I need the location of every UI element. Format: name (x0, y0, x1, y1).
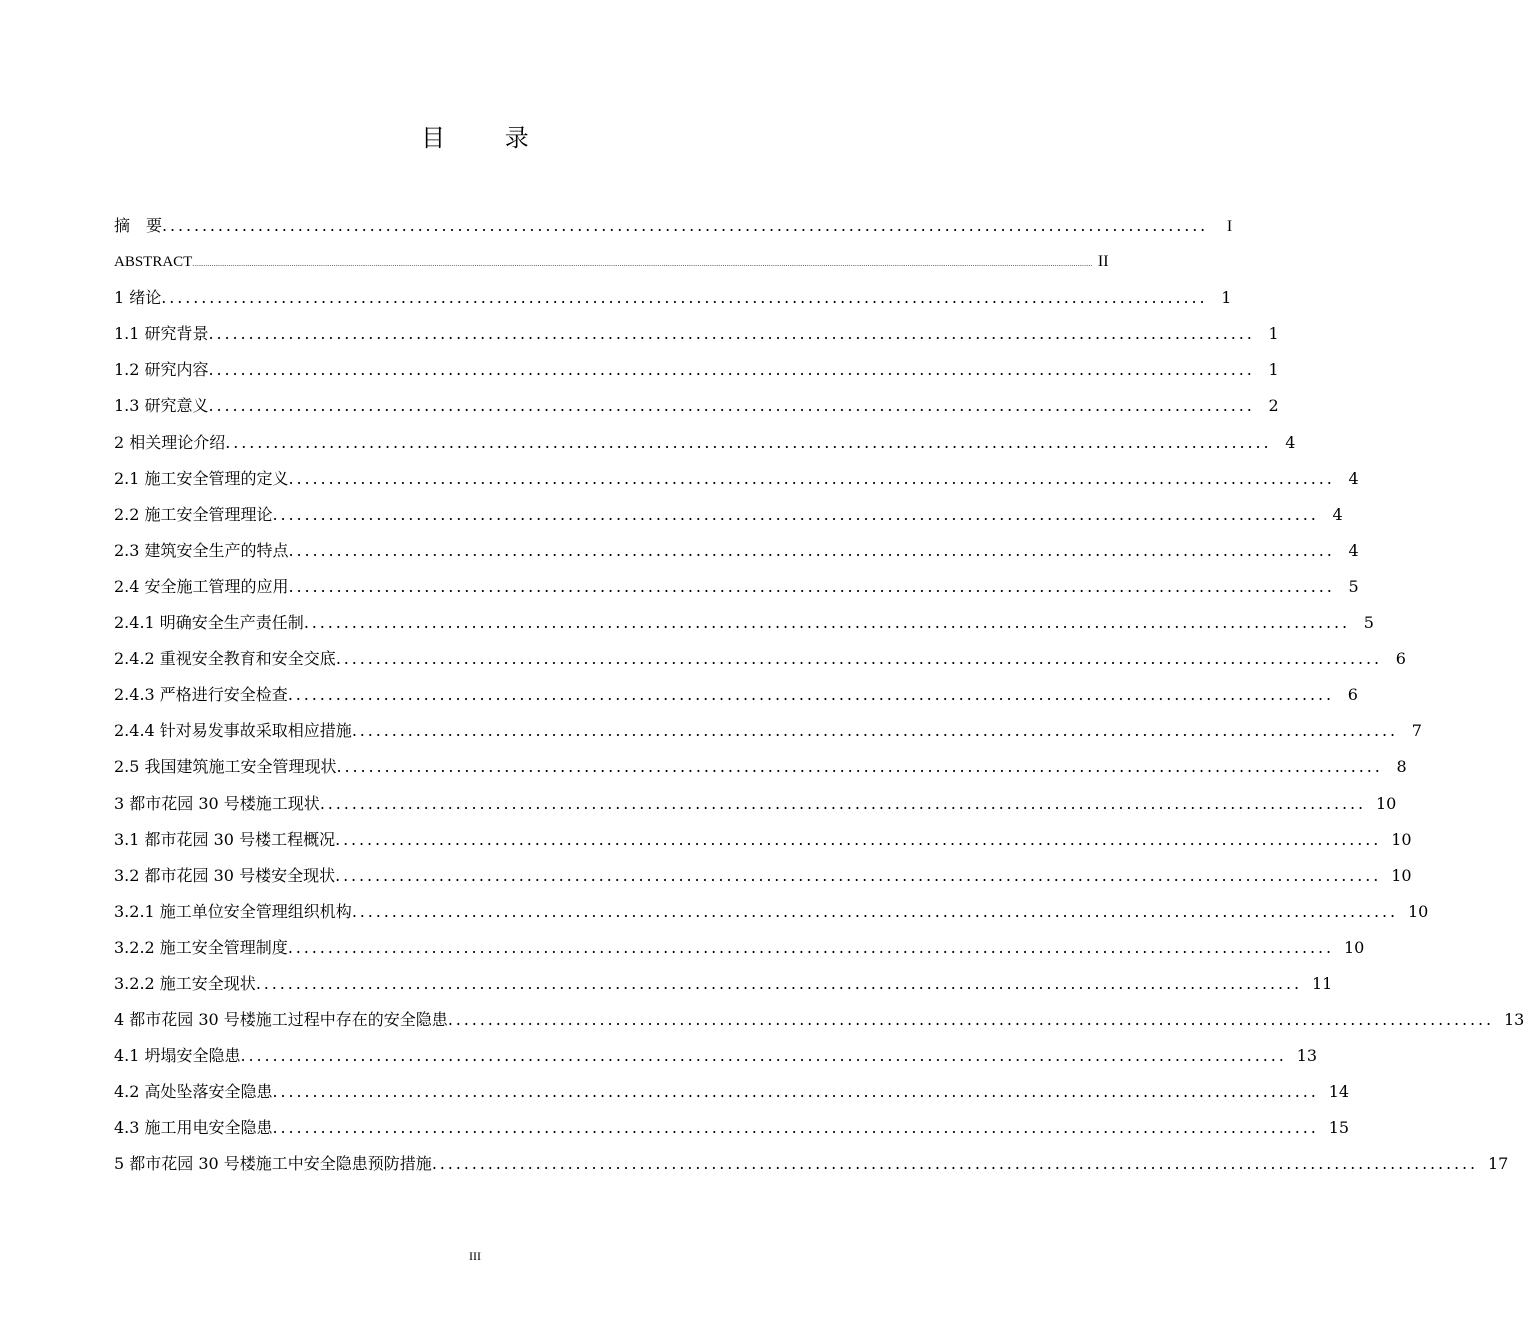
dot-leader: ................................................................................................................................... (255, 973, 1302, 993)
toc-entry-page: 6 (1395, 649, 1406, 669)
toc-entry[interactable] (114, 822, 1412, 858)
toc-entry-label: 2.4.3 严格进行安全检查 (114, 685, 288, 705)
page-number: III (469, 1249, 481, 1263)
toc-entry[interactable] (114, 1002, 1524, 1038)
toc-entry-page: 15 (1328, 1118, 1350, 1138)
toc-entry-label: 4 都市花园 30 号楼施工过程中存在的安全隐患 (114, 1010, 448, 1030)
toc-entry[interactable] (114, 713, 1422, 749)
toc-entry-page: 1 (1221, 288, 1232, 308)
toc-entry-page: 10 (1407, 901, 1429, 921)
dot-leader: ................................................................................................................................... (319, 793, 1366, 813)
dot-leader: ................................................................................................................................... (335, 649, 1382, 669)
toc-entry-label: 4.3 施工用电安全隐患 (114, 1118, 273, 1138)
toc-entry-label: 3.2.2 施工安全管理制度 (114, 937, 288, 957)
dot-leader: ................................................................................................................................... (287, 685, 1334, 705)
toc-entry-page: 8 (1396, 757, 1407, 777)
toc-entry-label: 2.4 安全施工管理的应用 (114, 576, 289, 596)
toc-entry[interactable] (114, 352, 1279, 388)
toc-entry-page: 7 (1411, 721, 1422, 741)
dot-leader: ................................................................................................................................... (288, 576, 1335, 596)
page-title: 目 录 (421, 124, 555, 152)
toc-entry[interactable] (114, 677, 1358, 713)
toc-entry-label: 2.2 施工安全管理理论 (114, 504, 273, 524)
dot-leader: ........................................................................................................................................................................................................................................................................................................................................................................................................................................................................................ (192, 261, 1093, 269)
toc-entry-label: 1.1 研究背景 (114, 324, 209, 344)
dot-leader: ................................................................................................................................... (240, 1046, 1287, 1066)
dot-leader: ................................................................................................................................... (272, 1118, 1319, 1138)
toc-entry[interactable] (114, 1038, 1318, 1074)
toc-entry-label: 摘 要 (114, 216, 163, 235)
dot-leader: ................................................................................................................................... (208, 360, 1255, 380)
toc-entry-page: 4 (1285, 432, 1296, 452)
toc-entry[interactable] (114, 930, 1365, 966)
toc-entry-label: 4.1 坍塌安全隐患 (114, 1046, 241, 1066)
toc-entry-page: 13 (1296, 1046, 1318, 1066)
dot-leader: ................................................................................................................................... (335, 829, 1382, 849)
toc-entry[interactable] (114, 966, 1333, 1002)
toc-entry-label: 2.4.4 针对易发事故采取相应措施 (114, 721, 352, 741)
toc-entry[interactable] (114, 425, 1296, 461)
toc-entry-page: 2 (1268, 396, 1279, 416)
toc-entry[interactable] (114, 461, 1359, 497)
toc-entry-abstract-cn[interactable] (114, 208, 1233, 244)
toc-entry-page: 10 (1391, 829, 1412, 849)
toc-entry-page: 10 (1391, 865, 1412, 885)
toc-entry-page: 14 (1328, 1082, 1350, 1102)
toc-entry-label: 2.3 建筑安全生产的特点 (114, 540, 289, 560)
dot-leader: ................................................................................................................................... (335, 865, 1382, 885)
table-of-contents (114, 208, 1524, 1183)
toc-entry-label: 2 相关理论介绍 (114, 432, 226, 452)
toc-entry[interactable] (114, 894, 1429, 930)
toc-entry-label: 2.5 我国建筑施工安全管理现状 (114, 757, 337, 777)
toc-entry[interactable] (114, 605, 1374, 641)
toc-entry-label: 2.4.2 重视安全教育和安全交底 (114, 649, 336, 669)
dot-leader: ................................................................................................................................... (336, 757, 1383, 777)
toc-entry-page: I (1226, 218, 1233, 235)
dot-leader: ................................................................................................................................... (162, 216, 1209, 235)
toc-entry[interactable] (114, 749, 1407, 785)
toc-entry-page: 4 (1332, 504, 1343, 524)
toc-entry-label: 3.2.2 施工安全现状 (114, 973, 256, 993)
toc-entry[interactable] (114, 1074, 1350, 1110)
toc-entry[interactable] (114, 569, 1359, 605)
dot-leader: ................................................................................................................................... (351, 721, 1398, 741)
toc-entry-page: 17 (1487, 1154, 1509, 1174)
dot-leader: ................................................................................................................................... (447, 1010, 1494, 1030)
dot-leader: ................................................................................................................................... (351, 901, 1398, 921)
toc-entry[interactable] (114, 786, 1397, 822)
toc-entry[interactable] (114, 641, 1406, 677)
toc-entry-label: 3.1 都市花园 30 号楼工程概况 (114, 829, 336, 849)
toc-entry[interactable] (114, 858, 1412, 894)
toc-entry[interactable] (114, 388, 1279, 424)
dot-leader: ................................................................................................................................... (225, 432, 1272, 452)
dot-leader: ................................................................................................................................... (272, 504, 1319, 524)
toc-entry-label: 4.2 高处坠落安全隐患 (114, 1082, 273, 1102)
toc-entry-label: 2.4.1 明确安全生产责任制 (114, 613, 304, 633)
dot-leader: ................................................................................................................................... (208, 324, 1255, 344)
dot-leader: ................................................................................................................................... (288, 468, 1335, 488)
toc-entry[interactable] (114, 497, 1343, 533)
toc-entry-label: 3 都市花园 30 号楼施工现状 (114, 793, 320, 813)
toc-entry-page: 4 (1348, 540, 1359, 560)
toc-entry-label: 1 绪论 (114, 288, 162, 308)
toc-entry-page: II (1097, 253, 1109, 271)
dot-leader: ................................................................................................................................... (287, 937, 1334, 957)
toc-entry-label: 3.2 都市花园 30 号楼安全现状 (114, 865, 336, 885)
toc-entry-label: 3.2.1 施工单位安全管理组织机构 (114, 901, 352, 921)
toc-entry-page: 1 (1268, 324, 1279, 344)
toc-entry-label: 2.1 施工安全管理的定义 (114, 468, 289, 488)
toc-entry[interactable] (114, 533, 1359, 569)
toc-entry-abstract-en[interactable] (114, 244, 1109, 280)
toc-entry-label: 5 都市花园 30 号楼施工中安全隐患预防措施 (114, 1154, 432, 1174)
toc-entry-page: 5 (1363, 613, 1374, 633)
toc-entry[interactable] (114, 1110, 1350, 1146)
toc-entry-page: 13 (1503, 1010, 1524, 1030)
dot-leader: ................................................................................................................................... (272, 1082, 1319, 1102)
toc-entry-page: 1 (1268, 360, 1279, 380)
dot-leader: ................................................................................................................................... (303, 613, 1350, 633)
dot-leader: ................................................................................................................................... (288, 540, 1335, 560)
dot-leader: ................................................................................................................................... (208, 396, 1255, 416)
toc-entry[interactable] (114, 316, 1279, 352)
toc-entry-page: 11 (1311, 973, 1333, 993)
toc-entry[interactable] (114, 280, 1232, 316)
dot-leader: ................................................................................................................................... (161, 288, 1208, 308)
toc-entry-page: 10 (1343, 937, 1365, 957)
toc-entry[interactable] (114, 1146, 1509, 1182)
toc-entry-label: 1.3 研究意义 (114, 396, 209, 416)
toc-entry-label: ABSTRACT (114, 254, 193, 271)
dot-leader: ................................................................................................................................... (431, 1154, 1478, 1174)
toc-entry-page: 4 (1348, 468, 1359, 488)
toc-entry-page: 10 (1375, 793, 1397, 813)
toc-entry-label: 1.2 研究内容 (114, 360, 209, 380)
toc-entry-page: 6 (1347, 685, 1358, 705)
toc-entry-page: 5 (1348, 576, 1359, 596)
